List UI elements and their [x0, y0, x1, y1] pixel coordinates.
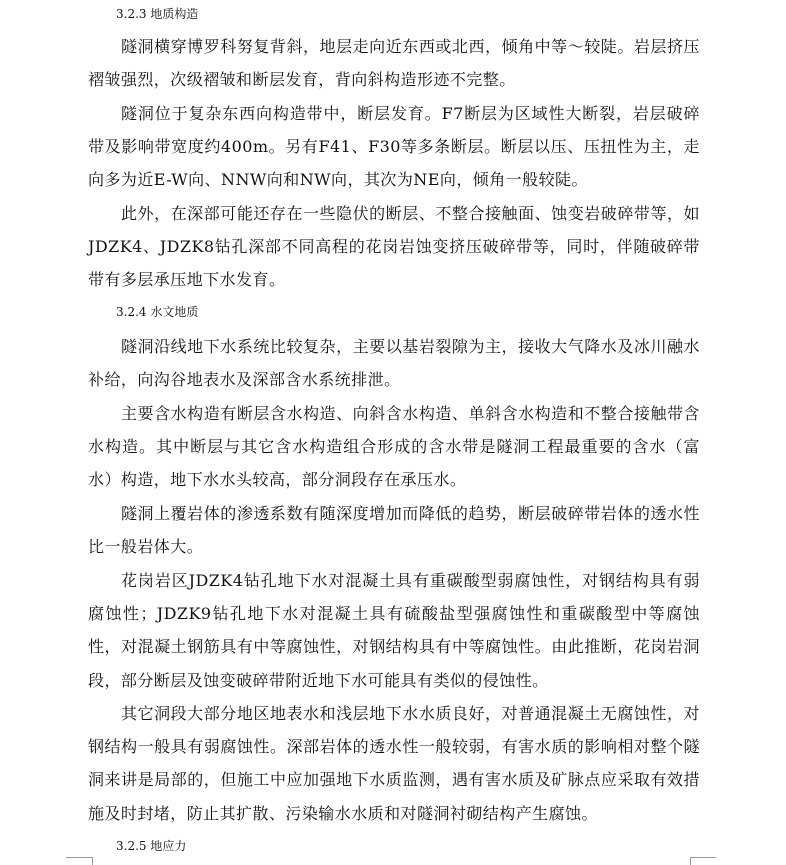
paragraph: 隧洞上覆岩体的渗透系数有随深度增加而降低的趋势，断层破碎带岩体的透水性比一般岩体大。 — [88, 504, 700, 557]
paragraph: 主要含水构造有断层含水构造、向斜含水构造、单斜含水构造和不整合接触带含水构造。其中断层与其它含水构造组合形成的含水带是隧洞工程最重要的含水（富水）构造，地下水水头较高，部分洞段存在承压水。 — [88, 404, 700, 490]
paragraph: 隧洞横穿博罗科努复背斜，地层走向近东西或北西，倾角中等～较陡。岩层挤压褶皱强烈，次级褶皱和断层发育，背向斜构造形迹不完整。 — [88, 37, 700, 90]
page-corner-mark-left — [66, 857, 92, 858]
paragraph: 其它洞段大部分地区地表水和浅层地下水水质良好，对普通混凝土无腐蚀性，对钢结构一般具有弱腐蚀性。深部岩体的透水性一般较弱，有害水质的影响相对整个隧洞来讲是局部的，但施工中应加强地下水质监测，遇有害水质及矿脉点应采取有效措施及时封堵，防止其扩散、污染输水水质和对隧洞衬砌结构产生腐蚀。 — [88, 704, 700, 823]
paragraph: 花岗岩区JDZK4钻孔地下水对混凝土具有重碳酸型弱腐蚀性，对钢结构具有弱腐蚀性；JDZK9钻孔地下水对混凝土具有硫酸盐型强腐蚀性和重碳酸型中等腐蚀性，对混凝土钢筋具有中等腐蚀性，对钢结构具有中等腐蚀性。由此推断，花岗岩洞段，部分断层及蚀变破碎带附近地下水可能具有类似的侵蚀性。 — [88, 571, 700, 690]
section-heading-3-2-3: 3.2.3 地质构造 — [116, 7, 199, 21]
page-corner-tick-right — [690, 857, 691, 865]
paragraph: 隧洞位于复杂东西向构造带中，断层发育。F7断层为区域性大断裂，岩层破碎带及影响带宽度约400m。另有F41、F30等多条断层。断层以压、压扭性为主，走向多为近E-W向、NNW向和NW向，其次为NE向，倾角一般较陡。 — [88, 104, 700, 190]
section-heading-3-2-5: 3.2.5 地应力 — [116, 839, 187, 853]
page-corner-tick-left — [92, 857, 93, 865]
paragraph: 隧洞沿线地下水系统比较复杂，主要以基岩裂隙为主，接收大气降水及冰川融水补给，向沟谷地表水及深部含水系统排泄。 — [88, 337, 700, 390]
paragraph: 此外，在深部可能还存在一些隐伏的断层、不整合接触面、蚀变岩破碎带等，如JDZK4、JDZK8钻孔深部不同高程的花岗岩蚀变挤压破碎带等，同时，伴随破碎带带有多层承压地下水发育。 — [88, 204, 700, 290]
page-corner-mark-right — [690, 857, 716, 858]
section-heading-3-2-4: 3.2.4 水文地质 — [116, 305, 199, 319]
